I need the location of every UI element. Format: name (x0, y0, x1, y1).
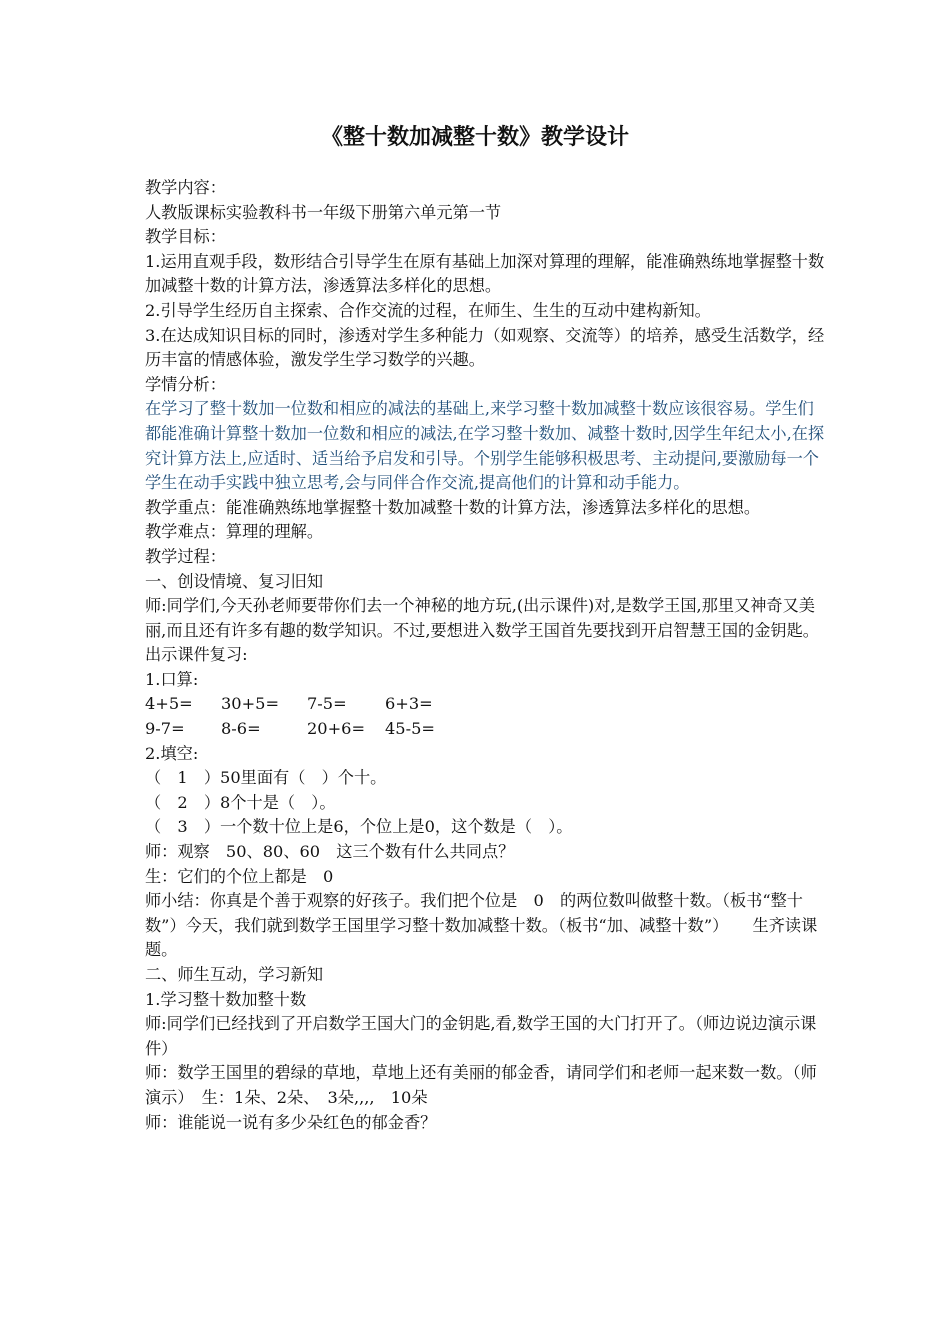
fill-blank-item: （ 2 ）8个十是（ ）。 (145, 792, 336, 812)
oral-calc-item: 4+5= (145, 694, 193, 714)
fill-blank-item: （ 1 ）50里面有（ ）个十。 (145, 768, 387, 788)
oral-calc-item: 8-6= (221, 719, 261, 739)
paragraph: 师：数学王国里的碧绿的草地，草地上还有美丽的郁金香，请同学们和老师一起来数一数。（师演示） 生：1朵、2朵、 3朵,,,, 10朵 (145, 1063, 817, 1107)
subsection-heading: 一、创设情境、复习旧知 (145, 571, 324, 591)
oral-calc-item: 9-7= (145, 719, 185, 739)
oral-calc-item: 6+3= (385, 694, 433, 714)
paragraph: 教学重点：能准确熟练地掌握整十数加减整十数的计算方法，渗透算法多样化的思想。 (145, 497, 761, 517)
paragraph: 教学难点：算理的理解。 (145, 522, 324, 542)
section-heading-analysis: 学情分析： (145, 374, 226, 394)
paragraph: 生：它们的个位上都是 0 (145, 866, 334, 886)
paragraph: 师:同学们已经找到了开启数学王国大门的金钥匙,看,数学王国的大门打开了。（师边说边演示课件） (145, 1014, 817, 1058)
paragraph: 1.学习整十数加整十数 (145, 989, 307, 1009)
oral-calc-row (145, 717, 825, 742)
subsection-heading: 二、师生互动，学习新知 (145, 965, 324, 984)
fill-blank-item: （ 3 ）一个数十位上是6，个位上是0，这个数是（ ）。 (145, 817, 573, 837)
section-heading-content: 教学内容： (145, 178, 226, 197)
paragraph: 师小结：你真是个善于观察的好孩子。我们把个位是 0 的两位数叫做整十数。（板书“整十数”）今天，我们就到数学王国里学习整十数加减整十数。（板书“加、减整十数”） 生齐读课题。 (145, 891, 818, 960)
oral-calc-row (145, 692, 825, 717)
paragraph: 师:同学们,今天孙老师要带你们去一个神秘的地方玩,(出示课件)对,是数学王国,那里又神奇又美丽,而且还有许多有趣的数学知识。不过,要想进入数学王国首先要找到开启智慧王国的金钥匙。 (145, 596, 819, 640)
paragraph: 人教版课标实验教科书一年级下册第六单元第一节 (145, 202, 502, 222)
section-heading-objectives: 教学目标： (145, 227, 226, 247)
oral-calc-item: 7-5= (307, 694, 347, 714)
analysis-paragraph: 在学习了整十数加一位数和相应的减法的基础上,来学习整十数加减整十数应该很容易。学生们都能准确计算整十数加一位数和相应的减法,在学习整十数加、减整十数时,因学生年纪太小,在探究计算方法上,应适时、适当给予启发和引导。个别学生能够积极思考、主动提问,要激励每一个学生在动手实践中独立思考,会与同伴合作交流,提高他们的计算和动手能力。 (145, 399, 825, 493)
paragraph: 3.在达成知识目标的同时，渗透对学生多种能力（如观察、交流等）的培养，感受生活数学，经历丰富的情感体验，激发学生学习数学的兴趣。 (145, 325, 825, 370)
section-heading-process: 教学过程： (145, 546, 226, 566)
paragraph: 出示课件复习: (145, 645, 248, 665)
paragraph: 2.填空: (145, 743, 199, 763)
paragraph: 师：谁能说一说有多少朵红色的郁金香？ (145, 1112, 437, 1132)
oral-calc-item: 20+6= (307, 719, 366, 739)
paragraph: 1.口算: (145, 669, 199, 689)
document-title: 《整十数加减整十数》教学设计 (320, 124, 629, 150)
paragraph: 1.运用直观手段，数形结合引导学生在原有基础上加深对算理的理解，能准确熟练地掌握整十数加减整十数的计算方法，渗透算法多样化的思想。 (145, 251, 825, 296)
paragraph: 2.引导学生经历自主探索、合作交流的过程，在师生、生生的互动中建构新知。 (145, 300, 711, 320)
document-body (145, 176, 825, 1135)
oral-calc-item: 30+5= (221, 694, 280, 714)
paragraph: 师：观察 50、80、60 这三个数有什么共同点？ (145, 842, 515, 862)
oral-calc-item: 45-5= (385, 719, 435, 739)
